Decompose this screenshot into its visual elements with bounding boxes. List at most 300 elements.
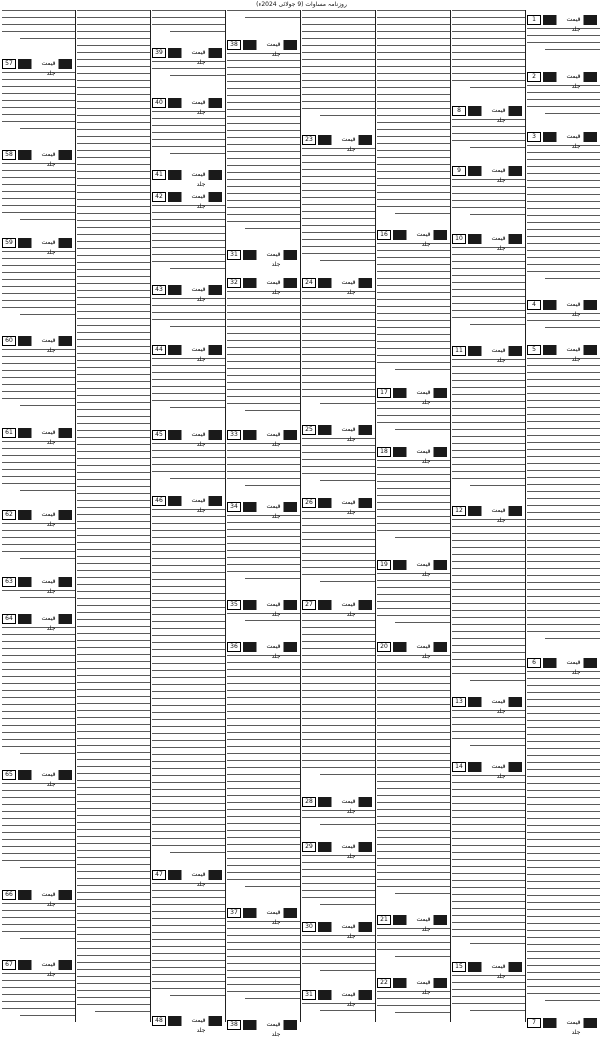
article-text	[452, 10, 525, 96]
entry-number: 15	[452, 962, 466, 972]
entry-header-label: قیمت جلد	[257, 502, 284, 512]
article-text	[2, 590, 75, 604]
entry-header	[227, 278, 300, 296]
article-text	[377, 655, 450, 905]
entry-header-label: قیمت جلد	[32, 59, 59, 69]
article-text	[2, 251, 75, 326]
entry-header	[452, 697, 525, 715]
entry-number: 63	[2, 577, 16, 587]
entry-number: 31	[302, 990, 316, 1000]
article-text	[227, 291, 300, 420]
entry-header	[152, 870, 225, 888]
entry-header-label: قیمت جلد	[257, 1020, 284, 1030]
entry-header-bar	[243, 908, 297, 926]
entry-header-bar	[18, 890, 72, 908]
entry-number: 45	[152, 430, 166, 440]
entry-header	[227, 502, 300, 520]
entry-header-bar	[18, 614, 72, 632]
entry-header-label: قیمت جلد	[407, 230, 434, 240]
article-text	[227, 53, 300, 240]
entry-header-bar	[543, 658, 597, 676]
entry-header	[302, 797, 375, 815]
entry-number: 36	[227, 642, 241, 652]
entry-header-bar	[243, 430, 297, 448]
entry-header-bar	[318, 135, 372, 153]
entry-header	[527, 132, 600, 150]
entry-header-bar	[168, 345, 222, 363]
entry-header-bar	[393, 388, 447, 406]
article-text	[152, 10, 225, 38]
entry-number: 16	[377, 230, 391, 240]
entry-number: 58	[2, 150, 16, 160]
entry-header-bar	[468, 166, 522, 184]
entry-header-label: قیمت جلد	[182, 430, 209, 440]
article-text	[227, 443, 300, 492]
article-text	[302, 935, 375, 980]
entry-header-label: قیمت جلد	[182, 98, 209, 108]
entry-header-label: قیمت جلد	[482, 106, 509, 116]
entry-header	[302, 600, 375, 618]
article-text	[227, 613, 300, 632]
article-text	[302, 855, 375, 912]
entry-header-bar	[168, 48, 222, 66]
entry-number: 7	[527, 1018, 541, 1028]
entry-header	[152, 430, 225, 448]
article-text	[452, 519, 525, 687]
entry-header-bar	[18, 238, 72, 256]
entry-header	[302, 922, 375, 940]
entry-header	[227, 1020, 300, 1038]
entry-header-bar	[393, 642, 447, 660]
entry-header-bar	[393, 447, 447, 465]
entry-header	[452, 762, 525, 780]
entry-header-bar	[18, 59, 72, 77]
entry-header-label: قیمت جلد	[332, 425, 359, 435]
column-2	[77, 10, 150, 1022]
entry-number: 6	[527, 658, 541, 668]
entry-header-label: قیمت جلد	[407, 915, 434, 925]
entry-header	[377, 642, 450, 660]
entry-header-label: قیمت جلد	[182, 170, 209, 180]
entry-number: 47	[152, 870, 166, 880]
entry-header-label: قیمت جلد	[407, 447, 434, 457]
entry-header-bar	[393, 978, 447, 996]
entry-header-label: قیمت جلد	[32, 577, 59, 587]
masthead: روزنامہ مساوات (9 جولائی 2024ء)	[256, 1, 347, 8]
entry-header	[452, 106, 525, 124]
entry-header-label: قیمت جلد	[557, 300, 584, 310]
article-text	[302, 613, 375, 787]
entry-header	[152, 192, 225, 210]
entry-number: 48	[152, 1016, 166, 1026]
entry-header	[227, 600, 300, 618]
entry-header	[152, 496, 225, 514]
article-text	[77, 10, 150, 1022]
entry-header	[302, 135, 375, 153]
entry-header	[452, 234, 525, 252]
entry-number: 18	[377, 447, 391, 457]
entry-header-label: قیمت جلد	[557, 658, 584, 668]
article-text	[527, 28, 600, 62]
entry-header	[377, 560, 450, 578]
entry-header-label: قیمت جلد	[182, 48, 209, 58]
entry-header	[152, 1016, 225, 1034]
entry-header-label: قیمت جلد	[257, 642, 284, 652]
entry-header-bar	[18, 336, 72, 354]
entry-number: 9	[452, 166, 466, 176]
entry-number: 59	[2, 238, 16, 248]
column-divider	[375, 10, 376, 1022]
article-text	[2, 163, 75, 228]
entry-header-label: قیمت جلد	[182, 345, 209, 355]
entry-header-bar	[18, 770, 72, 788]
entry-number: 38	[227, 40, 241, 50]
entry-header-bar	[318, 425, 372, 443]
entry-header-bar	[168, 98, 222, 116]
entry-number: 46	[152, 496, 166, 506]
article-text	[227, 10, 300, 30]
entry-number: 34	[227, 502, 241, 512]
entry-number: 40	[152, 98, 166, 108]
entry-number: 4	[527, 300, 541, 310]
article-text	[452, 179, 525, 224]
entry-header-label: قیمت جلد	[407, 560, 434, 570]
entry-header-bar	[243, 40, 297, 58]
article-text	[527, 358, 600, 648]
entry-number: 22	[377, 978, 391, 988]
entry-header	[2, 770, 75, 788]
entry-header-label: قیمت جلد	[32, 336, 59, 346]
entry-header-bar	[468, 962, 522, 980]
entry-header-bar	[543, 72, 597, 90]
entry-number: 5	[527, 345, 541, 355]
entry-header-label: قیمت جلد	[332, 797, 359, 807]
article-text	[302, 291, 375, 415]
entry-header	[2, 577, 75, 595]
entry-header-label: قیمت جلد	[482, 346, 509, 356]
entry-number: 33	[227, 430, 241, 440]
article-text	[2, 523, 75, 567]
entry-header	[452, 506, 525, 524]
entry-header	[527, 300, 600, 318]
entry-header	[302, 425, 375, 443]
entry-number: 13	[452, 697, 466, 707]
entry-header-bar	[468, 506, 522, 524]
entry-header-label: قیمت جلد	[257, 250, 284, 260]
entry-header-label: قیمت جلد	[482, 762, 509, 772]
entry-number: 39	[152, 48, 166, 58]
article-text	[152, 61, 225, 88]
entry-header-bar	[318, 922, 372, 940]
entry-header	[527, 658, 600, 676]
entry-header	[2, 510, 75, 528]
entry-header-label: قیمت جلد	[407, 978, 434, 988]
entry-header-bar	[18, 960, 72, 978]
entry-header-bar	[18, 428, 72, 446]
entry-number: 29	[302, 842, 316, 852]
column-divider	[225, 10, 226, 1022]
entry-header-label: قیمت جلد	[182, 192, 209, 202]
entry-header-label: قیمت جلد	[557, 1018, 584, 1028]
entry-header-bar	[168, 496, 222, 514]
entry-header-label: قیمت جلد	[32, 770, 59, 780]
article-text	[2, 973, 75, 1022]
entry-number: 21	[377, 915, 391, 925]
entry-number: 8	[452, 106, 466, 116]
article-text	[152, 205, 225, 275]
entry-number: 17	[377, 388, 391, 398]
entry-number: 3	[527, 132, 541, 142]
entry-header-label: قیمت جلد	[257, 600, 284, 610]
entry-number: 2	[527, 72, 541, 82]
entry-header-bar	[468, 762, 522, 780]
entry-header-label: قیمت جلد	[32, 428, 59, 438]
entry-number: 23	[302, 135, 316, 145]
column-7	[452, 10, 525, 1022]
entry-header	[452, 962, 525, 980]
article-text	[377, 991, 450, 1022]
article-text	[2, 349, 75, 418]
entry-header	[2, 336, 75, 354]
article-text	[2, 441, 75, 500]
entry-number: 57	[2, 59, 16, 69]
entry-header	[2, 960, 75, 978]
article-text	[452, 119, 525, 156]
article-text	[377, 573, 450, 632]
article-text	[302, 148, 375, 268]
entry-header-label: قیمت جلد	[182, 870, 209, 880]
entry-header-bar	[468, 346, 522, 364]
entry-header-label: قیمت جلد	[257, 430, 284, 440]
entry-header	[452, 166, 525, 184]
entry-header	[377, 978, 450, 996]
entry-header	[152, 98, 225, 116]
entry-header-label: قیمت جلد	[32, 960, 59, 970]
entry-header	[377, 230, 450, 248]
article-text	[452, 710, 525, 752]
entry-number: 10	[452, 234, 466, 244]
column-5	[302, 10, 375, 1022]
entry-number: 67	[2, 960, 16, 970]
entry-header	[527, 15, 600, 33]
entry-header-label: قیمت جلد	[407, 388, 434, 398]
article-text	[377, 243, 450, 378]
entry-header-bar	[168, 430, 222, 448]
entry-header	[227, 250, 300, 268]
entry-header-bar	[318, 797, 372, 815]
article-text	[152, 509, 225, 860]
article-text	[152, 298, 225, 335]
entry-header-label: قیمت جلد	[407, 642, 434, 652]
entry-header-label: قیمت جلد	[557, 15, 584, 25]
entry-header-label: قیمت جلد	[182, 1016, 209, 1026]
entry-header	[452, 346, 525, 364]
article-text	[152, 111, 225, 160]
entry-header-bar	[168, 870, 222, 888]
entry-header-bar	[168, 1016, 222, 1034]
article-text	[452, 975, 525, 1022]
entry-header	[527, 72, 600, 90]
article-text	[227, 921, 300, 1010]
entry-header-bar	[243, 278, 297, 296]
entry-header-bar	[543, 15, 597, 33]
entry-number: 31	[227, 250, 241, 260]
article-text	[452, 359, 525, 496]
entry-header-bar	[18, 510, 72, 528]
entry-header	[152, 170, 225, 188]
entry-header-bar	[543, 345, 597, 363]
entry-number: 65	[2, 770, 16, 780]
entry-header	[377, 388, 450, 406]
entry-header-label: قیمت جلد	[482, 697, 509, 707]
entry-header-label: قیمت جلد	[332, 135, 359, 145]
column-3	[152, 10, 225, 1034]
entry-header-bar	[243, 642, 297, 660]
article-text	[452, 247, 525, 336]
entry-header-label: قیمت جلد	[257, 40, 284, 50]
entry-header-label: قیمت جلد	[257, 908, 284, 918]
entry-header-label: قیمت جلد	[32, 614, 59, 624]
entry-header-label: قیمت جلد	[32, 238, 59, 248]
entry-number: 24	[302, 278, 316, 288]
entry-number: 26	[302, 498, 316, 508]
entry-header-bar	[168, 170, 222, 188]
entry-number: 32	[227, 278, 241, 288]
entry-number: 60	[2, 336, 16, 346]
article-text	[2, 903, 75, 950]
entry-header-label: قیمت جلد	[482, 166, 509, 176]
entry-number: 44	[152, 345, 166, 355]
entry-header-bar	[318, 498, 372, 516]
entry-number: 61	[2, 428, 16, 438]
entry-header-label: قیمت جلد	[482, 234, 509, 244]
entry-header-bar	[468, 106, 522, 124]
entry-header-bar	[243, 502, 297, 520]
entry-header-label: قیمت جلد	[32, 510, 59, 520]
article-text	[227, 515, 300, 590]
entry-header-label: قیمت جلد	[182, 496, 209, 506]
entry-number: 27	[302, 600, 316, 610]
entry-number: 37	[227, 908, 241, 918]
entry-header-label: قیمت جلد	[332, 990, 359, 1000]
entry-header-bar	[543, 300, 597, 318]
column-divider	[525, 10, 526, 1022]
entry-header-bar	[393, 230, 447, 248]
entry-header-label: قیمت جلد	[257, 278, 284, 288]
article-text	[377, 928, 450, 968]
entry-header-bar	[468, 234, 522, 252]
entry-header-label: قیمت جلد	[482, 506, 509, 516]
entry-header	[152, 285, 225, 303]
entry-number: 20	[377, 642, 391, 652]
article-text	[2, 783, 75, 880]
entry-header-label: قیمت جلد	[557, 132, 584, 142]
article-text	[227, 655, 300, 898]
entry-header-bar	[318, 600, 372, 618]
entry-number: 25	[302, 425, 316, 435]
entry-number: 12	[452, 506, 466, 516]
entry-header-bar	[243, 250, 297, 268]
article-text	[2, 627, 75, 760]
entry-header	[527, 1018, 600, 1036]
entry-header-bar	[318, 842, 372, 860]
article-text	[527, 85, 600, 122]
entry-number: 11	[452, 346, 466, 356]
entry-header-label: قیمت جلد	[332, 922, 359, 932]
entry-number: 19	[377, 560, 391, 570]
entry-header	[2, 614, 75, 632]
column-1	[2, 10, 75, 1022]
article-text	[2, 10, 75, 49]
entry-header	[152, 345, 225, 363]
entry-number: 64	[2, 614, 16, 624]
entry-header	[152, 48, 225, 66]
entry-header	[227, 908, 300, 926]
article-text	[302, 511, 375, 590]
entry-header-bar	[318, 278, 372, 296]
entry-header-label: قیمت جلد	[332, 600, 359, 610]
article-text	[152, 443, 225, 486]
article-text	[302, 10, 375, 125]
article-text	[302, 810, 375, 832]
entry-header	[527, 345, 600, 363]
entry-number: 30	[302, 922, 316, 932]
entry-header-bar	[468, 697, 522, 715]
column-8	[527, 10, 600, 1036]
entry-number: 42	[152, 192, 166, 202]
entry-header-bar	[543, 132, 597, 150]
entry-header-label: قیمت جلد	[182, 285, 209, 295]
article-text	[452, 775, 525, 952]
entry-number: 62	[2, 510, 16, 520]
entry-header	[227, 642, 300, 660]
column-divider	[450, 10, 451, 1022]
entry-header	[2, 428, 75, 446]
entry-header-bar	[18, 150, 72, 168]
article-text	[527, 313, 600, 335]
column-6	[377, 10, 450, 1022]
article-text	[527, 145, 600, 290]
entry-header-bar	[318, 990, 372, 1008]
entry-header	[302, 842, 375, 860]
column-divider	[75, 10, 76, 1022]
entry-header	[227, 430, 300, 448]
entry-header	[302, 990, 375, 1008]
entry-number: 14	[452, 762, 466, 772]
article-text	[2, 72, 75, 140]
entry-header-label: قیمت جلد	[557, 345, 584, 355]
entry-header	[302, 498, 375, 516]
entry-header-bar	[168, 285, 222, 303]
entry-header-bar	[393, 915, 447, 933]
entry-header	[302, 278, 375, 296]
entry-number: 35	[227, 600, 241, 610]
entry-header-label: قیمت جلد	[332, 498, 359, 508]
entry-header	[377, 447, 450, 465]
entry-header-label: قیمت جلد	[32, 890, 59, 900]
column-4	[227, 10, 300, 1038]
entry-header	[2, 150, 75, 168]
entry-header-bar	[168, 192, 222, 210]
article-text	[152, 358, 225, 420]
entry-header	[2, 238, 75, 256]
entry-header-label: قیمت جلد	[332, 842, 359, 852]
article-text	[527, 671, 600, 1008]
article-text	[302, 1003, 375, 1022]
article-text	[377, 460, 450, 550]
entry-number: 43	[152, 285, 166, 295]
entry-number: 38	[227, 1020, 241, 1030]
